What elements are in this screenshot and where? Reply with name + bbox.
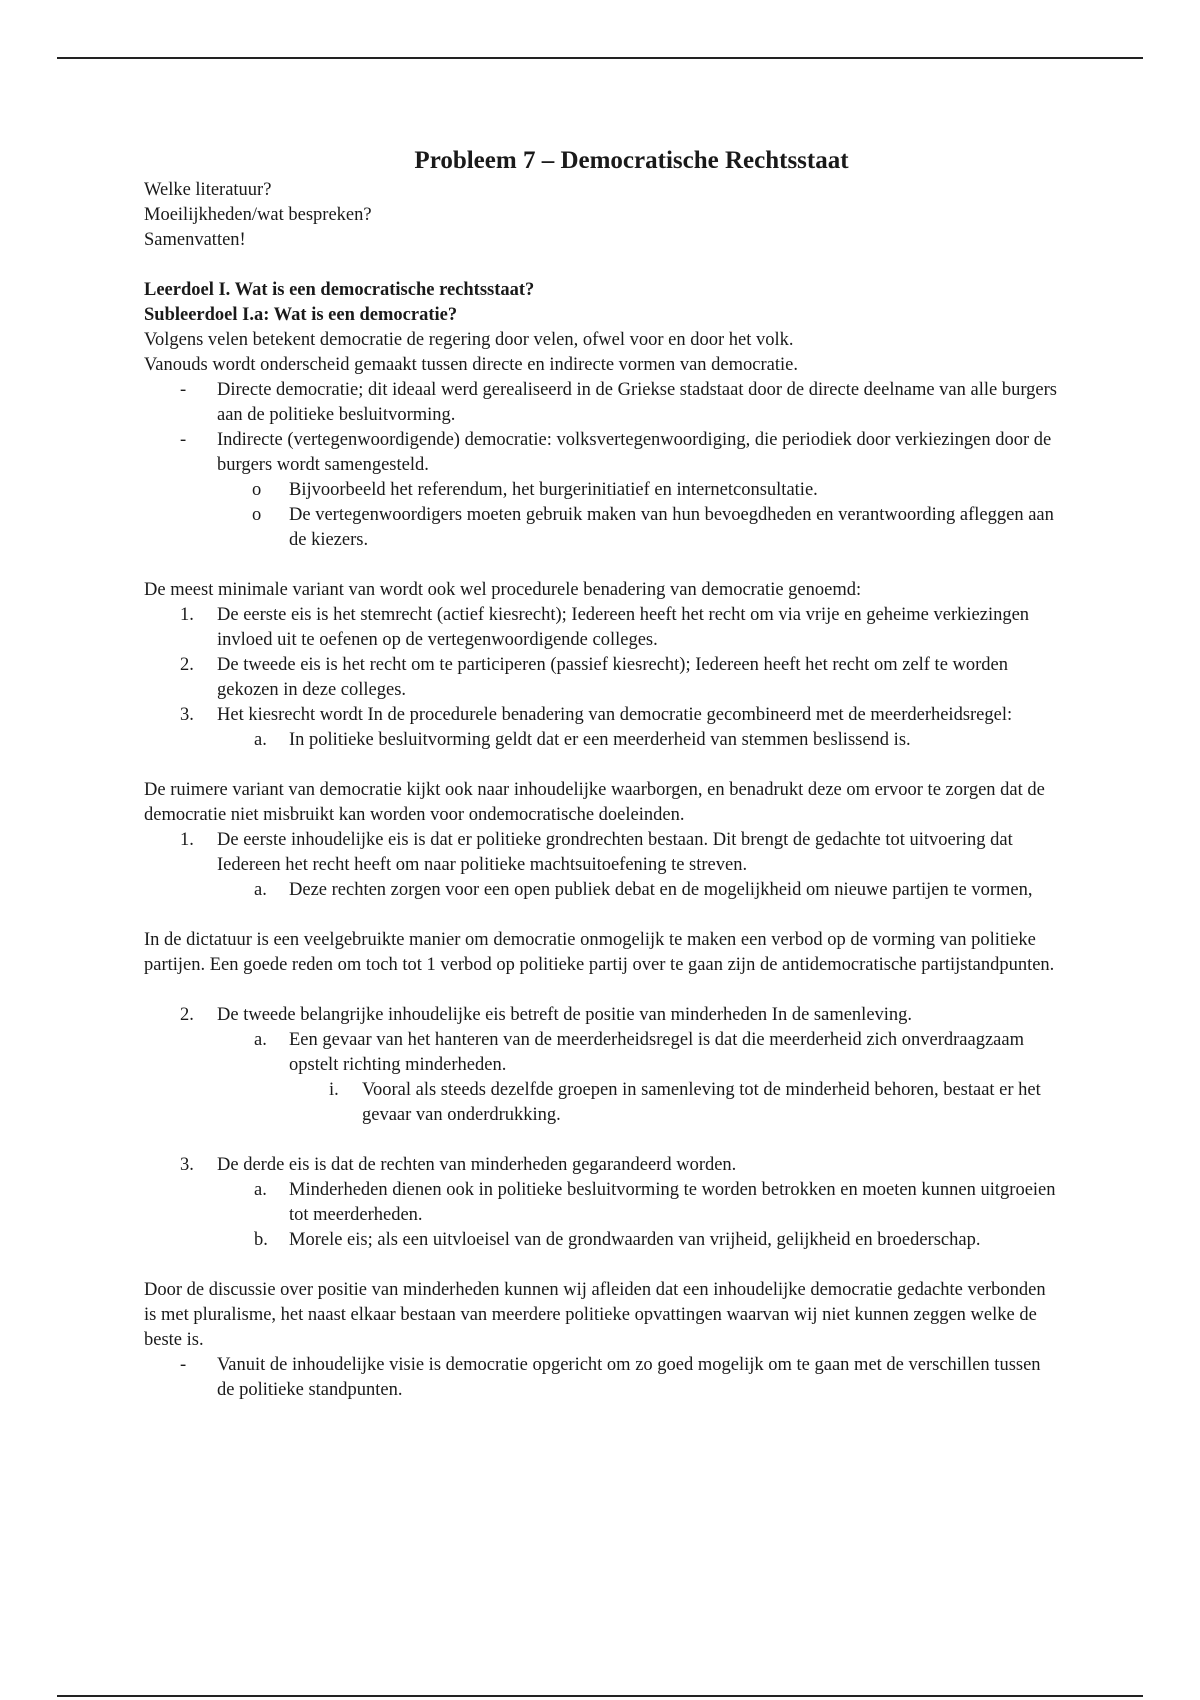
list-marker: - (180, 430, 187, 450)
list-item (144, 428, 1059, 478)
list-item (144, 1228, 1059, 1253)
list-marker: i. (329, 1080, 339, 1100)
list-text: De tweede belangrijke inhoudelijke eis betreft de positie van minderheden In de samenleving. (217, 1005, 913, 1025)
list-text: In politieke besluitvorming geldt dat er een meerderheid van stemmen beslissend is. (289, 730, 911, 750)
list-item (144, 478, 1059, 503)
list-text: Deze rechten zorgen voor een open publiek debat en de mogelijkheid om nieuwe partijen te vormen, (289, 880, 1033, 900)
list-text: Vooral als steeds dezelfde groepen in samenleving tot de minderheid behoren, bestaat er het gevaar van onderdrukking. (362, 1080, 1041, 1125)
list-item (144, 728, 1059, 753)
paragraph: De ruimere variant van democratie kijkt ook naar inhoudelijke waarborgen, en benadrukt deze om ervoor te zorgen dat de democratie niet misbruikt kan worden voor ondemocratische doeleinden. (144, 780, 1045, 825)
list-marker: 3. (180, 1155, 194, 1175)
list-marker: a. (254, 1030, 267, 1050)
list-marker: 3. (180, 705, 194, 725)
list-text: Het kiesrecht wordt In de procedurele benadering van democratie gecombineerd met de meerderheidsregel: (217, 705, 1013, 725)
list-marker: 1. (180, 830, 194, 850)
list-text: Morele eis; als een uitvloeisel van de grondwaarden van vrijheid, gelijkheid en broederschap. (289, 1230, 981, 1250)
page-title: Probleem 7 – Democratische Rechtsstaat (414, 147, 849, 174)
list-text: Vanuit de inhoudelijke visie is democratie opgericht om zo goed mogelijk om te gaan met de verschillen tussen de politieke standpunten. (217, 1355, 1041, 1400)
list-text: De vertegenwoordigers moeten gebruik maken van hun bevoegdheden en verantwoording afleggen aan de kiezers. (289, 505, 1054, 550)
list-item (144, 1003, 1059, 1028)
document-body (144, 146, 1059, 1403)
list-text: De eerste eis is het stemrecht (actief kiesrecht); Iedereen heeft het recht om via vrije en geheime verkiezingen invloed uit te oefenen op de vertegenwoordigende colleges. (217, 605, 1030, 650)
list-text: Bijvoorbeeld het referendum, het burgerinitiatief en internetconsultatie. (289, 480, 818, 500)
header-rule (57, 57, 1143, 59)
list-text: Indirecte (vertegenwoordigende) democratie: volksvertegenwoordiging, die periodiek door verkiezingen door de burgers wordt samengesteld. (217, 430, 1052, 475)
paragraph: In de dictatuur is een veelgebruikte manier om democratie onmogelijk te maken een verbod op de vorming van politieke partijen. Een goede reden om toch tot 1 verbod op politieke partij over te gaan zijn de antidemocratische partijstandpunten. (144, 930, 1055, 975)
list-marker: o (252, 505, 262, 525)
list-item (144, 1028, 1059, 1078)
list-marker: - (180, 1355, 187, 1375)
paragraph: Door de discussie over positie van minderheden kunnen wij afleiden dat een inhoudelijke democratie gedachte verbonden is met pluralisme, het naast elkaar bestaan van meerdere politieke opvattingen waarvan wij niet kunnen zeggen welke de beste is. (144, 1280, 1046, 1350)
subleerdoel-heading: Subleerdoel I.a: Wat is een democratie? (144, 305, 458, 325)
list-marker: o (252, 480, 262, 500)
footer-rule (57, 1695, 1143, 1697)
paragraph: Volgens velen betekent democratie de regering door velen, ofwel voor en door het volk. (144, 330, 794, 350)
list-marker: 2. (180, 655, 194, 675)
list-marker: a. (254, 730, 267, 750)
list-item (144, 828, 1059, 878)
list-item (144, 703, 1059, 728)
list-text: Een gevaar van het hanteren van de meerderheidsregel is dat die meerderheid zich onverdraagzaam opstelt richting minderheden. (289, 1030, 1024, 1075)
list-item (144, 653, 1059, 703)
list-text: Minderheden dienen ook in politieke besluitvorming te worden betrokken en moeten kunnen uitgroeien tot meerderheden. (289, 1180, 1056, 1225)
list-item (144, 603, 1059, 653)
list-marker: 1. (180, 605, 194, 625)
intro-line: Samenvatten! (144, 230, 246, 250)
list-item (144, 1078, 1059, 1128)
list-marker: - (180, 380, 187, 400)
paragraph: Vanouds wordt onderscheid gemaakt tussen directe en indirecte vormen van democratie. (144, 355, 798, 375)
list-text: De tweede eis is het recht om te participeren (passief kiesrecht); Iedereen heeft het recht om zelf te worden gekozen in deze colleges. (217, 655, 1009, 700)
list-marker: a. (254, 1180, 267, 1200)
list-text: De derde eis is dat de rechten van minderheden gegarandeerd worden. (217, 1155, 737, 1175)
list-item (144, 878, 1059, 903)
paragraph: De meest minimale variant van wordt ook wel procedurele benadering van democratie genoemd: (144, 580, 862, 600)
list-text: De eerste inhoudelijke eis is dat er politieke grondrechten bestaan. Dit brengt de gedachte tot uitvoering dat Iedereen het recht heeft om naar politieke machtsuitoefening te streven. (217, 830, 1013, 875)
list-item (144, 1353, 1059, 1403)
list-item (144, 378, 1059, 428)
list-item (144, 1153, 1059, 1178)
leerdoel-heading: Leerdoel I. Wat is een democratische rechtsstaat? (144, 280, 535, 300)
list-marker: b. (254, 1230, 268, 1250)
list-text: Directe democratie; dit ideaal werd gerealiseerd in de Griekse stadstaat door de directe deelname van alle burgers aan de politieke besluitvorming. (217, 380, 1057, 425)
list-item (144, 503, 1059, 553)
intro-line: Welke literatuur? (144, 180, 272, 200)
list-item (144, 1178, 1059, 1228)
list-marker: a. (254, 880, 267, 900)
list-marker: 2. (180, 1005, 194, 1025)
intro-line: Moeilijkheden/wat bespreken? (144, 205, 372, 225)
